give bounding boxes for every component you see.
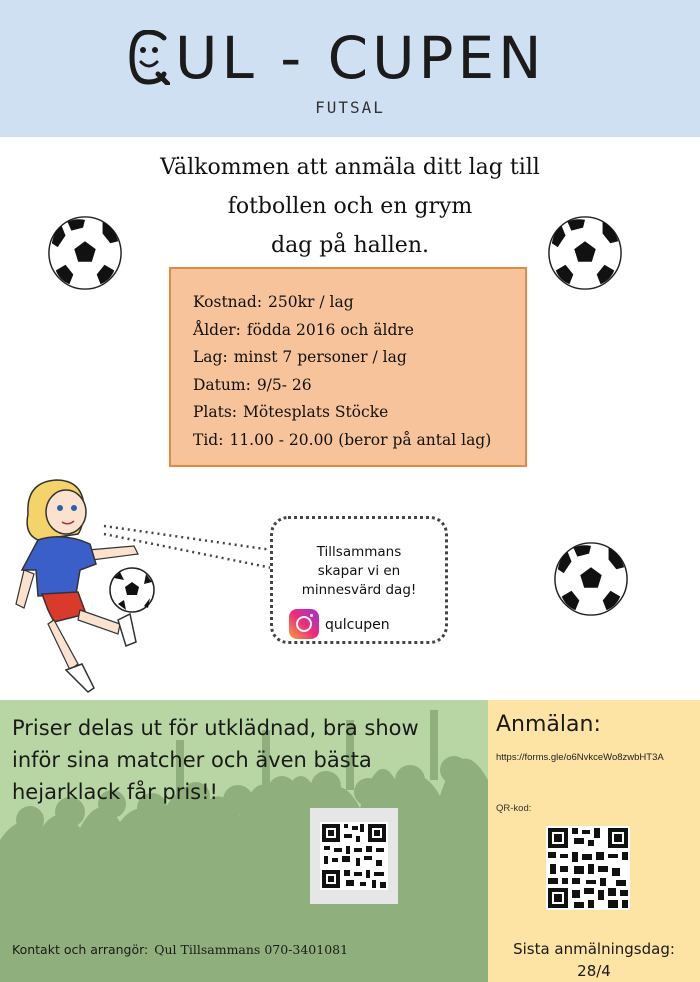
page-subtitle: FUTSAL (315, 98, 385, 117)
registration-title: Anmälan: (496, 712, 601, 737)
soccer-ball-icon (552, 540, 630, 618)
qr-code-icon (310, 808, 398, 904)
speech-bubble (270, 516, 448, 644)
info-row-age: Ålder: födda 2016 och äldre (193, 320, 414, 339)
soccer-ball-icon (46, 214, 124, 292)
intro-line: Välkommen att anmäla ditt lag till (160, 155, 540, 180)
instagram-icon[interactable] (289, 609, 319, 639)
qr-code-image[interactable] (310, 808, 398, 904)
event-info-box (169, 267, 527, 467)
info-row-time: Tid: 11.00 - 20.00 (beror på antal lag) (193, 430, 492, 449)
speech-pointer (100, 520, 280, 580)
intro-text (130, 148, 570, 265)
smiley-icon (128, 30, 170, 85)
header-banner (0, 0, 700, 137)
page-title: UL - CUPEN (175, 24, 546, 92)
prize-text: Priser delas ut för utklädnad, bra show inför sina matcher och även bästa hejarklack får pris!! (12, 716, 419, 804)
instagram-handle[interactable]: qulcupen (325, 617, 390, 633)
info-row-date: Datum: 9/5- 26 (193, 375, 312, 394)
intro-line: dag på hallen. (270, 233, 429, 258)
info-row-cost: Kostnad: 250kr / lag (193, 293, 354, 311)
info-row-team: Lag: minst 7 personer / lag (193, 348, 407, 366)
kid-player-illustration (8, 474, 168, 704)
bubble-text: Tillsammans skapar vi en minnesvärd dag! (301, 544, 417, 598)
registration-deadline: Sista anmälningsdag: 28/4 (513, 940, 675, 980)
contact-info: Kontakt och arrangör: Qul Tillsammans 070-3401081 (12, 942, 349, 957)
intro-line: fotbollen och en grym (227, 194, 473, 219)
registration-qr-code[interactable] (546, 826, 630, 910)
info-row-place: Plats: Mötesplats Stöcke (193, 403, 389, 421)
qr-code-icon (546, 826, 630, 910)
registration-panel (488, 700, 700, 982)
prize-panel (0, 700, 488, 982)
registration-link[interactable]: https://forms.gle/o6NvkceWo8zwbHT3A (496, 752, 664, 763)
qr-label: QR-kod: (496, 803, 532, 814)
soccer-ball-icon (546, 214, 624, 292)
